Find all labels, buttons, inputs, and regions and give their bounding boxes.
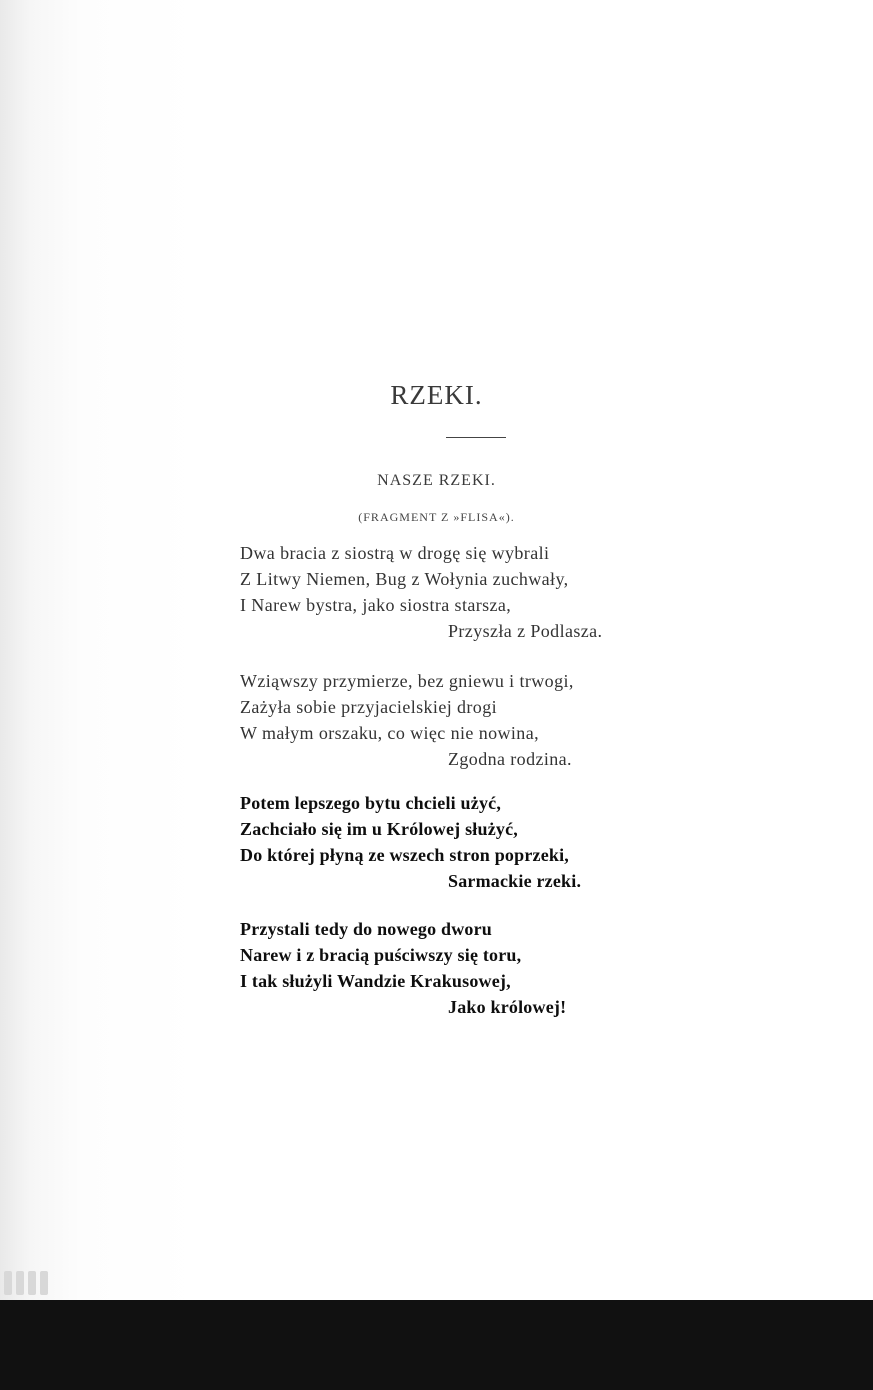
poem-line: Wziąwszy przymierze, bez gniewu i trwogi, <box>240 671 574 691</box>
poem-line-refrain: Jako królowej! <box>448 997 567 1017</box>
poem-line: I tak służyli Wandzie Krakusowej, <box>240 971 511 991</box>
poem-subtitle: (FRAGMENT Z »FLISA«). <box>358 510 515 524</box>
stanza-4 <box>240 916 710 1020</box>
poem-line: Zażyła sobie przyjacielskiej drogi <box>240 697 498 717</box>
poem-line: I Narew bystra, jako siostra starsza, <box>240 595 512 615</box>
poem-line-refrain: Zgodna rodzina. <box>448 749 572 769</box>
poem-line: Narew i z bracią puściwszy się toru, <box>240 945 522 965</box>
chapter-title: RZEKI. <box>390 380 483 410</box>
poem-line: Przystali tedy do nowego dworu <box>240 919 492 939</box>
poem-line-refrain: Przyszła z Podlasza. <box>448 621 603 641</box>
corner-watermark-graphic <box>0 1265 60 1300</box>
poem-line: Do której płyną ze wszech stron poprzeki, <box>240 845 570 865</box>
stanza-2 <box>240 668 710 772</box>
poem-line: Potem lepszego bytu chcieli użyć, <box>240 793 502 813</box>
poem-line-refrain: Sarmackie rzeki. <box>448 871 582 891</box>
poem-line: W małym orszaku, co więc nie nowina, <box>240 723 539 743</box>
poem-line: Dwa bracia z siostrą w drogę się wybrali <box>240 543 550 563</box>
title-divider <box>446 437 506 438</box>
poem-line: Z Litwy Niemen, Bug z Wołynia zuchwały, <box>240 569 569 589</box>
stanza-1 <box>240 540 710 644</box>
poem-title: NASZE RZEKI. <box>377 472 496 489</box>
poem-line: Zachciało się im u Królowej służyć, <box>240 819 518 839</box>
stanza-3 <box>240 790 710 894</box>
